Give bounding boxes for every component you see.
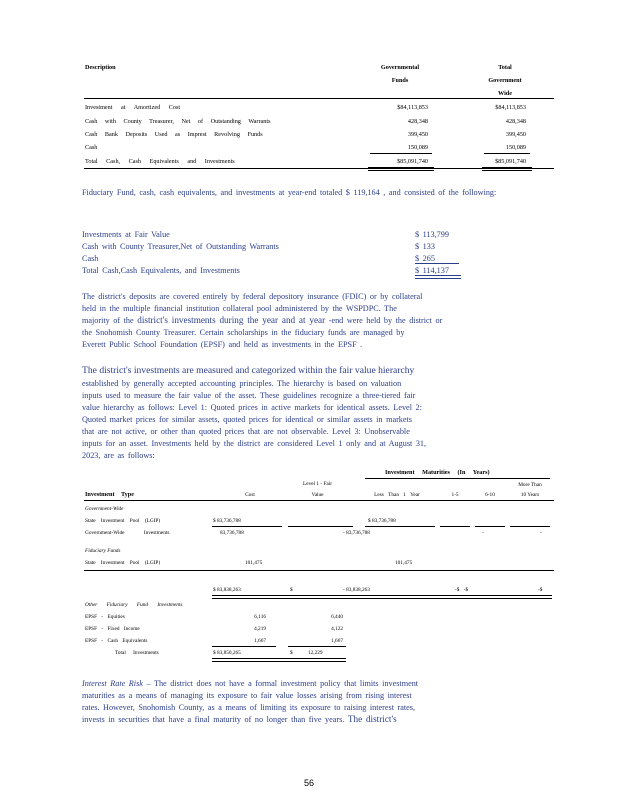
table-cell-total: 399,450 bbox=[505, 131, 526, 138]
table-row-label: EPSF - Fixed Income bbox=[85, 626, 140, 632]
table-rule bbox=[365, 478, 550, 479]
table-cell-total: 428,348 bbox=[505, 118, 526, 125]
table-cell-cost: 4,219 bbox=[254, 626, 266, 632]
total-double-rule bbox=[482, 167, 532, 171]
fiduciary-row-label: Cash with County Treasurer,Net of Outstanding Warrants bbox=[82, 242, 279, 251]
paragraph-line: maturities as a means of managing its exposure to fair value losses arising from rising interest bbox=[82, 691, 412, 700]
paragraph-line bbox=[82, 678, 418, 689]
section-heading: The district's investments are measured and categorized within the fair value hierarchy bbox=[82, 365, 415, 376]
table-row-label: Investment at Amortized Cost bbox=[85, 104, 181, 111]
table-rule bbox=[84, 500, 554, 501]
paragraph-line bbox=[82, 315, 442, 326]
table-cell-fair: 1,667 bbox=[331, 638, 343, 644]
table-cell-more: -$ bbox=[538, 587, 543, 593]
paragraph-fragment: – The district does not have a formal investment policy that limits investment bbox=[142, 679, 419, 688]
col-header-type: Investment Type bbox=[85, 491, 134, 498]
table-cell-gov: 150,089 bbox=[407, 144, 428, 151]
table-cell-total: 150,089 bbox=[505, 144, 526, 151]
col-header-governmental: Governmental bbox=[380, 64, 420, 71]
paragraph-line: inputs for an asset. Investments held by the district are considered Level 1 only and at August 31, bbox=[82, 439, 427, 448]
fiduciary-row-label: Investments at Fair Value bbox=[82, 230, 170, 239]
col-header-description: Description bbox=[85, 64, 116, 71]
fiduciary-intro: Fiduciary Fund, cash, cash equivalents, and investments at year-end totaled $ 119,164 , and consisted of the following: bbox=[82, 188, 497, 197]
page-number: 56 bbox=[303, 778, 314, 788]
col-header-6-10: 6-10 bbox=[485, 492, 495, 498]
paragraph-line: established by generally accepted accounting principles. The hierarchy is based on valuation bbox=[82, 379, 402, 388]
table-cell-cost: $ 83,838,263 bbox=[213, 587, 241, 593]
section-label: Other Fiduciary Fund Investments bbox=[85, 602, 183, 608]
paragraph-line: held in the multiple financial institution collateral pool administered by the WSPDPC. The bbox=[82, 304, 397, 313]
table-cell-fair: - 83,736,788 bbox=[343, 530, 370, 536]
table-cell-cost: 83,736,788 bbox=[220, 530, 244, 536]
table-row-label: Cash with County Treasurer, Net of Outstanding Warrants bbox=[85, 118, 271, 125]
fiduciary-row-value: $ 113,799 bbox=[415, 230, 449, 239]
table-cell-gov: 399,450 bbox=[407, 131, 428, 138]
cell-rule bbox=[212, 526, 282, 527]
col-header-cost: Cost bbox=[245, 492, 255, 498]
total-double-rule bbox=[212, 658, 346, 662]
col-header-more: 10 Years bbox=[520, 492, 540, 498]
subtotal-rule bbox=[370, 153, 432, 154]
section-label: Government-Wide bbox=[85, 506, 124, 512]
col-header-wide: Wide bbox=[498, 90, 512, 97]
cell-rule bbox=[475, 526, 505, 527]
col-header-funds: Funds bbox=[391, 77, 409, 84]
fiduciary-row-value: $ 133 bbox=[415, 242, 435, 251]
table-cell-1-5: -$ -$ bbox=[455, 587, 469, 593]
table-row-label: Total Cash, Cash Equivalents and Investments bbox=[85, 158, 235, 165]
total-double-rule bbox=[212, 595, 552, 599]
cell-rule bbox=[510, 526, 550, 527]
table-row-label: State Investment Pool (LGIP) bbox=[85, 560, 161, 566]
subtotal-rule bbox=[484, 153, 530, 154]
paragraph-line: inputs used to measure the fair value of the asset. These guidelines recognize a three-tiered fair bbox=[82, 391, 416, 400]
table-cell-fair: 4,122 bbox=[331, 626, 343, 632]
paragraph-title: Interest Rate Risk bbox=[82, 679, 143, 688]
total-double-rule bbox=[368, 167, 434, 171]
table-cell-cost: $ 83,736,788 bbox=[213, 518, 241, 524]
table-row-label: EPSF - Cash Equivalents bbox=[85, 638, 148, 644]
paragraph-line: 2023, are as follows: bbox=[82, 451, 155, 460]
table-cell-less: 101,475 bbox=[395, 560, 413, 566]
paragraph-fragment: The district's bbox=[347, 714, 397, 724]
fiduciary-row-label: Cash bbox=[82, 254, 99, 263]
table-row-label: Cash Bank Deposits Used as Imprest Revolving Funds bbox=[85, 131, 263, 138]
table-cell-fair: $ 12,229 bbox=[290, 650, 323, 656]
table-row-label: Cash bbox=[85, 144, 98, 151]
table-cell-cost: 6,116 bbox=[254, 614, 266, 620]
table-cell-fair: 6,440 bbox=[331, 614, 343, 620]
table-cell-total: $84,113,853 bbox=[495, 104, 526, 111]
paragraph-line: Quoted market prices for similar assets, quoted prices for identical or similar assets in markets bbox=[82, 415, 412, 424]
paragraph-fragment: district's investments during the year and at year bbox=[137, 315, 326, 325]
col-header-total: Total bbox=[498, 64, 512, 71]
cell-rule bbox=[288, 526, 353, 527]
table-cell-cost: $ 83,850,265 bbox=[213, 650, 241, 656]
col-header-government: Government bbox=[488, 77, 522, 84]
fiduciary-row-value: $ 265 bbox=[415, 254, 435, 263]
table-rule bbox=[84, 98, 554, 99]
subtotal-rule bbox=[415, 263, 459, 264]
paragraph-fragment: invests in securities that have a final maturity of no longer than five years. bbox=[82, 715, 348, 724]
table-cell-cost: 1,667 bbox=[254, 638, 266, 644]
fiduciary-row-label: Total Cash,Cash Equivalents, and Investments bbox=[82, 266, 240, 275]
col-header-level1: Level 1 - Fair bbox=[303, 481, 332, 487]
table-row-label: EPSF - Equities bbox=[85, 614, 125, 620]
col-header-level1: Value bbox=[311, 492, 324, 498]
col-header-more: More Than bbox=[518, 482, 542, 488]
table-row-label: Government-Wide Investments bbox=[85, 530, 170, 536]
paragraph-line: the Snohomish County Treasurer. Certain scholarships in the fiduciary funds are managed by bbox=[82, 328, 405, 337]
paragraph-line bbox=[82, 714, 397, 725]
table-rule bbox=[84, 570, 554, 571]
paragraph-line: that are not active, or other than quoted prices that are not observable. Level 3: Unobservable bbox=[82, 427, 410, 436]
col-header-1-5: 1-5 bbox=[451, 492, 459, 498]
table-cell-1-5: - bbox=[482, 530, 484, 536]
cell-rule bbox=[212, 646, 276, 647]
paragraph-fragment: -end were held by the district or bbox=[325, 316, 443, 325]
total-double-rule bbox=[415, 275, 461, 279]
table-cell-fair: $ bbox=[290, 587, 293, 593]
cell-rule bbox=[365, 526, 435, 527]
paragraph-line: The district's deposits are covered entirely by federal depository insurance (FDIC) or by collateral bbox=[82, 292, 423, 301]
paragraph-line: rates. However, Snohomish County, as a means of limiting its exposure to raising interest rates, bbox=[82, 703, 416, 712]
col-group-header: Investment Maturities (In Years) bbox=[385, 469, 490, 476]
cell-rule bbox=[288, 646, 346, 647]
paragraph-line: Everett Public School Foundation (EPSF) and held as investments in the EPSF . bbox=[82, 340, 363, 349]
table-cell-less: - 83,838,263 bbox=[343, 587, 370, 593]
col-header-less: Less Than 1 Year bbox=[374, 492, 420, 498]
cell-rule bbox=[440, 526, 470, 527]
paragraph-line: value hierarchy as follows: Level 1: Quoted prices in active markets for identical assets. Level 2: bbox=[82, 403, 422, 412]
paragraph-fragment: majority of the bbox=[82, 316, 138, 325]
table-cell-gov: 428,348 bbox=[407, 118, 428, 125]
table-cell-total: $85,091,740 bbox=[495, 158, 526, 165]
table-row-label: State Investment Pool (LGIP) bbox=[85, 518, 161, 524]
table-cell-less: $ 83,736,788 bbox=[368, 518, 396, 524]
section-label: Fiduciary Funds bbox=[85, 548, 121, 554]
table-row-label: Total Investments bbox=[115, 650, 159, 656]
table-cell-gov: $84,113,853 bbox=[397, 104, 428, 111]
table-cell-more: - bbox=[540, 530, 542, 536]
table-cell-cost: 101,475 bbox=[245, 560, 263, 566]
table-cell-gov: $85,091,740 bbox=[397, 158, 428, 165]
fiduciary-row-value: $ 114,137 bbox=[415, 266, 449, 275]
